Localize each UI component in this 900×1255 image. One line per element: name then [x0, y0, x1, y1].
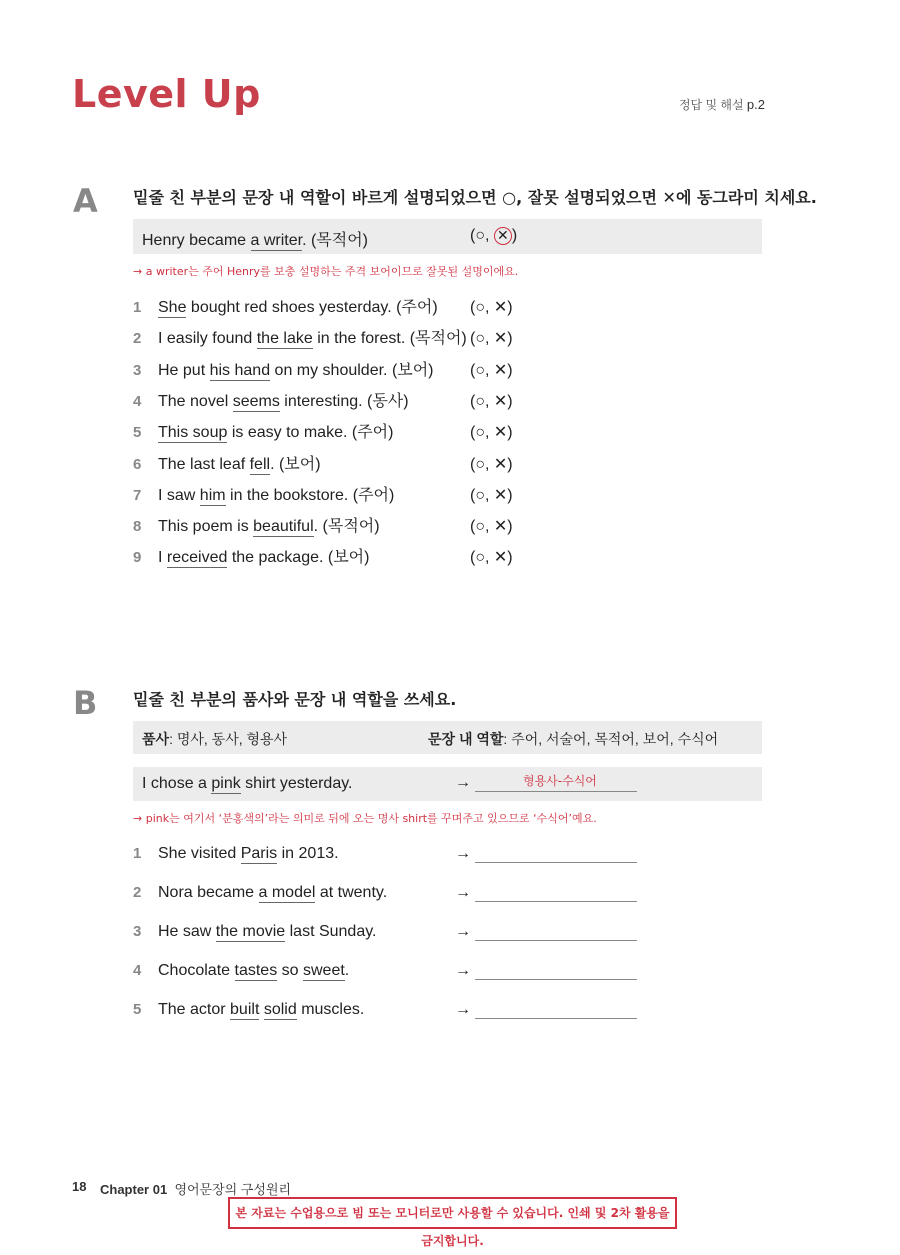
- ox-choice: (○, ✕): [470, 455, 513, 473]
- list-item: [133, 359, 653, 383]
- sentence-pre: Chocolate: [158, 962, 235, 979]
- item-number: 5: [133, 1001, 142, 1018]
- section-b-letter: B: [73, 684, 98, 722]
- item-number: 3: [133, 361, 142, 379]
- arrow-icon: →: [455, 884, 471, 901]
- circled-x-mark: ✕: [494, 227, 512, 245]
- sentence-post: last Sunday.: [285, 923, 377, 940]
- list-item: [133, 842, 653, 866]
- arrow-icon: →: [455, 845, 471, 862]
- sentence-post: at twenty.: [315, 884, 388, 901]
- chapter-label: Chapter 01 영어문장의 구성원리: [100, 1182, 292, 1197]
- item-number: 9: [133, 549, 142, 567]
- underlined-phrase: him: [199, 486, 226, 504]
- sentence-post: in 2013.: [277, 845, 339, 862]
- sentence-post: . (목적어): [313, 518, 380, 536]
- item-number: 1: [133, 845, 142, 862]
- usage-notice: 본 자료는 수업용으로 빔 또는 모니터로만 사용할 수 있습니다. 인쇄 및 2차 활용을 금지합니다.: [228, 1197, 677, 1229]
- sentence-pre: The novel: [158, 392, 233, 410]
- ox-choice: (○, ✕): [470, 424, 513, 442]
- list-item: [133, 453, 653, 477]
- section-b-note: → pink는 여기서 ‘분홍색의’라는 의미로 뒤에 오는 명사 shirt를 꾸며주고 있으므로 ‘수식어’예요.: [133, 812, 597, 825]
- sentence-pre: I easily found: [158, 330, 257, 348]
- page-number: 18: [72, 1179, 87, 1194]
- answer-blank[interactable]: [475, 1018, 637, 1019]
- sentence-post: muscles.: [296, 1001, 365, 1018]
- underlined-phrase: a writer: [250, 232, 303, 249]
- sentence-post: . (보어): [270, 455, 321, 473]
- answer-blank[interactable]: [475, 862, 637, 863]
- item-number: 7: [133, 486, 142, 504]
- item-number: 4: [133, 962, 142, 979]
- item-number: 4: [133, 392, 142, 410]
- section-b-example-box: [133, 767, 762, 801]
- section-a-instruction: 밑줄 친 부분의 문장 내 역할이 바르게 설명되었으면 ○, 잘못 설명되었으면 ✕에 동그라미 치세요.: [133, 188, 817, 207]
- underlined-phrase: built: [230, 1001, 260, 1018]
- sentence-pre: Nora became: [158, 884, 259, 901]
- item-number: 1: [133, 299, 142, 316]
- handwritten-answer: 형용사-수식어: [523, 774, 597, 788]
- arrow-icon: →: [455, 774, 471, 791]
- underlined-phrase: She: [158, 299, 187, 316]
- section-b-instruction: 밑줄 친 부분의 품사와 문장 내 역할을 쓰세요.: [133, 690, 457, 709]
- underlined-phrase: fell: [249, 455, 271, 473]
- answer-ref-label: 정답 및 해설: [678, 98, 744, 112]
- section-a-example-box: [133, 219, 762, 254]
- role-legend: 문장 내 역할: 주어, 서술어, 목적어, 보어, 수식어: [428, 731, 719, 747]
- sentence-post: the package. (보어): [227, 549, 370, 567]
- underlined-phrase: seems: [232, 392, 280, 410]
- sentence-pre: The actor: [158, 1001, 231, 1018]
- sentence-pre: This poem is: [158, 518, 254, 536]
- underlined-phrase: received: [166, 549, 228, 567]
- underlined-phrase: tastes: [234, 962, 278, 979]
- answer-reference: [679, 96, 765, 113]
- ox-choice: (○, ✕): [470, 299, 513, 316]
- underlined-phrase: a model: [258, 884, 316, 901]
- section-a-note: → a writer는 주어 Henry를 보충 설명하는 주격 보어이므로 잘못된 설명이에요.: [133, 265, 519, 278]
- sentence-post: in the bookstore. (주어): [225, 486, 395, 504]
- underlined-phrase: sweet: [302, 962, 345, 979]
- pos-legend: 품사: 명사, 동사, 형용사: [142, 731, 288, 747]
- sentence-pre: She visited: [158, 845, 241, 862]
- answer-blank: [475, 791, 637, 792]
- section-a-example-sentence: Henry became a writer. (목적어): [142, 232, 368, 249]
- sentence-pre: He put: [158, 361, 210, 379]
- sentence-mid: so: [277, 962, 303, 979]
- answer-blank[interactable]: [475, 901, 637, 902]
- section-a-example-ox: (○, ✕ ): [470, 227, 518, 244]
- page-title: Level Up: [72, 72, 261, 116]
- underlined-phrase: pink: [211, 775, 241, 792]
- list-item: [133, 421, 653, 445]
- ox-choice: (○, ✕): [470, 392, 513, 410]
- list-item: [133, 484, 653, 508]
- sentence-pre: He saw: [158, 923, 216, 940]
- arrow-icon: →: [455, 962, 471, 979]
- list-item: [133, 920, 653, 944]
- underlined-phrase: Paris: [240, 845, 278, 862]
- list-item: [133, 881, 653, 905]
- section-b-example-sentence: I chose a pink shirt yesterday.: [142, 775, 353, 792]
- ox-choice: (○, ✕): [470, 486, 513, 504]
- sentence-pre: I saw: [158, 486, 200, 504]
- sentence-post: on my shoulder. (보어): [270, 361, 434, 379]
- section-b-legend-box: [133, 721, 762, 754]
- ox-choice: (○, ✕): [470, 518, 513, 536]
- sentence-pre: I: [158, 549, 167, 567]
- list-item: [133, 296, 653, 320]
- answer-ref-page: p.2: [746, 97, 765, 112]
- sentence-pre: The last leaf: [158, 455, 250, 473]
- ox-choice: (○, ✕): [470, 361, 513, 379]
- item-number: 2: [133, 884, 142, 901]
- ox-choice: (○, ✕): [470, 549, 513, 567]
- ox-choice: (○, ✕): [470, 330, 513, 348]
- list-item: [133, 515, 653, 539]
- sentence-post: .: [344, 962, 350, 979]
- item-number: 2: [133, 330, 142, 348]
- underlined-phrase: This soup: [158, 424, 228, 442]
- underlined-phrase: beautiful: [253, 518, 314, 536]
- section-a-letter: A: [73, 182, 98, 220]
- item-number: 6: [133, 455, 142, 473]
- list-item: [133, 546, 653, 570]
- underlined-phrase: the movie: [215, 923, 286, 940]
- sentence-post: interesting. (동사): [279, 392, 409, 410]
- item-number: 3: [133, 923, 142, 940]
- arrow-icon: →: [455, 923, 471, 940]
- item-number: 5: [133, 424, 142, 442]
- sentence-post: bought red shoes yesterday. (주어): [186, 299, 438, 316]
- underlined-phrase: the lake: [256, 330, 313, 348]
- list-item: [133, 390, 653, 414]
- list-item: [133, 959, 653, 983]
- underlined-phrase: his hand: [209, 361, 271, 379]
- answer-blank[interactable]: [475, 979, 637, 980]
- arrow-icon: →: [455, 1001, 471, 1018]
- list-item: [133, 998, 653, 1022]
- sentence-post: in the forest. (목적어): [312, 330, 467, 348]
- answer-blank[interactable]: [475, 940, 637, 941]
- underlined-phrase: solid: [263, 1001, 297, 1018]
- sentence-post: is easy to make. (주어): [227, 424, 394, 442]
- list-item: [133, 327, 653, 351]
- item-number: 8: [133, 518, 142, 536]
